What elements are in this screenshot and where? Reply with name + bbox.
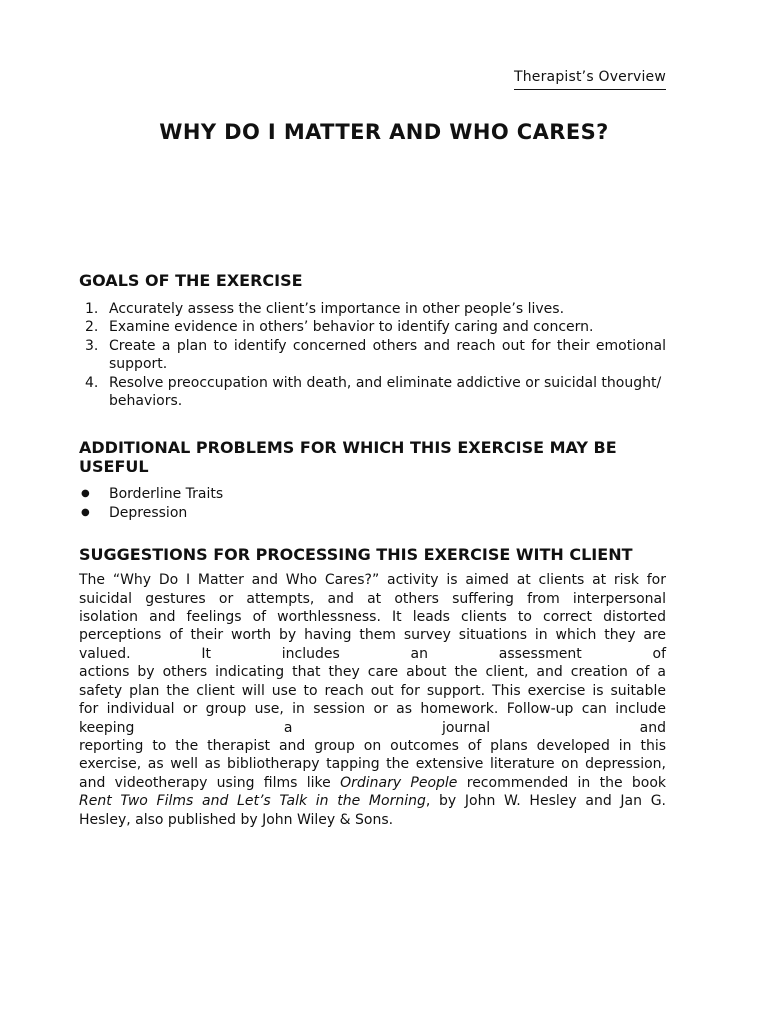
goals-heading: GOALS OF THE EXERCISE [79, 271, 303, 290]
goal-number: 2. [85, 319, 99, 336]
problem-item [79, 485, 666, 503]
running-head: Therapist’s Overview [514, 68, 666, 90]
paragraph-line: keeping a journal and [79, 719, 666, 736]
paragraph-line [79, 774, 666, 792]
paragraph-line [79, 792, 666, 810]
paragraph-line: Hesley, also published by John Wiley & Sons. [79, 811, 394, 828]
suggestions-heading: SUGGESTIONS FOR PROCESSING THIS EXERCISE WITH CLIENT [79, 545, 633, 565]
goals-list [79, 300, 666, 410]
paragraph-line: valued. It includes an assessment of [79, 645, 666, 662]
goal-item [79, 300, 666, 318]
paragraph-line: exercise, as well as bibliotherapy tapping the extensive literature on depression, [79, 756, 666, 773]
goal-text-line: Resolve preoccupation with death, and eliminate addictive or suicidal thought/ [109, 374, 662, 391]
goal-text: Accurately assess the client’s importance in other people’s lives. [109, 301, 565, 317]
goal-text-line: behaviors. [109, 393, 183, 410]
goal-number: 3. [85, 337, 99, 354]
line-text: and videotherapy using films like [79, 774, 341, 791]
bullet-icon: ● [81, 506, 90, 518]
goal-text: Examine evidence in others’ behavior to identify caring and concern. [109, 319, 594, 336]
line-text: recommended in the book [457, 774, 666, 791]
film-title: Ordinary People [340, 774, 458, 791]
paragraph-line: isolation and feelings of worthlessness. It leads clients to correct distorted [79, 609, 666, 626]
bullet-icon: ● [81, 488, 90, 500]
page-title: WHY DO I MATTER AND WHO CARES? [159, 120, 609, 144]
paragraph-line: perceptions of their worth by having them survey situations in which they are [79, 627, 666, 644]
goal-item [79, 337, 666, 374]
paragraph-line: The “Why Do I Matter and Who Cares?” activity is aimed at clients at risk for [79, 572, 666, 589]
problem-text: Borderline Traits [109, 486, 224, 503]
paragraph-line: suicidal gestures or attempts, and at others suffering from interpersonal [79, 590, 666, 607]
line-text: , by John W. Hesley and Jan G. [425, 793, 666, 810]
paragraph-line: reporting to the therapist and group on outcomes of plans developed in this [79, 737, 666, 754]
goal-item [79, 374, 666, 411]
problem-item [79, 504, 666, 522]
problem-text: Depression [109, 504, 188, 521]
problems-list [79, 485, 666, 522]
goal-number: 4. [85, 374, 99, 391]
paragraph-line: safety plan the client will use to reach out for support. This exercise is suitable [79, 682, 666, 699]
suggestions-paragraph [79, 571, 666, 829]
goal-item [79, 318, 666, 336]
document-body [79, 271, 666, 829]
paragraph-line: actions by others indicating that they care about the client, and creation of a [79, 664, 666, 681]
goal-text: Create a plan to identify concerned others and reach out for their emotional support. [109, 337, 666, 373]
problems-heading: ADDITIONAL PROBLEMS FOR WHICH THIS EXERCISE MAY BE USEFUL [79, 438, 617, 477]
paragraph-line: for individual or group use, in session or as homework. Follow-up can include [79, 701, 666, 718]
book-title: Rent Two Films and Let’s Talk in the Morning [79, 793, 426, 810]
goal-number: 1. [85, 301, 99, 317]
